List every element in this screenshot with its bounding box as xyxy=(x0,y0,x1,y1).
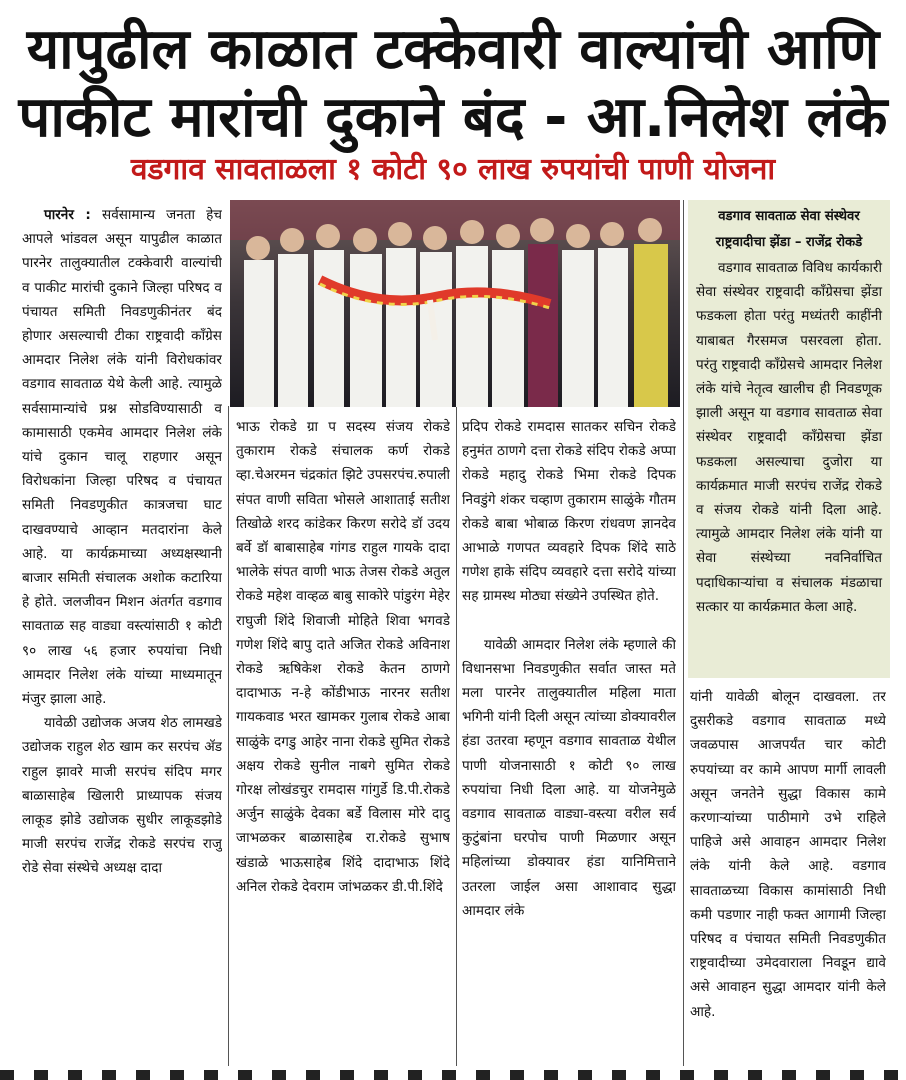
group-photo-garland-icon xyxy=(230,200,680,407)
paragraph: यांनी यावेळी बोलून दाखवला. तर दुसरीकडे वडगाव सावताळ मध्ये जवळपास आजपर्यंत चार कोटी रुपयांच्या वर कामे आपण मार्गी लावली असून जनतेने सुद्धा विकास कामे करणाऱ्यांच्या पाठीमागे उभे राहिले पाहिजे असे आवाहन आमदार निलेश लंके यांनी केले आहे. वडगाव सावताळच्या विकास कामांसाठी निधी कमी पडणार नाही फक्त आगामी जिल्हा परिषद व पंचायत समिती निवडणुकीत राष्ट्रवादीच्या उमेदवाराला निवडून द्यावे असे आवाहन सुद्धा आमदार यांनी केले आहे. xyxy=(690,689,886,1020)
headline-line-1: यापुढील काळात टक्केवारी वाल्यांची आणि xyxy=(26,17,880,82)
paragraph: यावेळी उद्योजक अजय शेठ लामखडे उद्योजक राहुल शेठ खाम कर सरपंच ॲड राहुल झावरे माजी सरपंच संदिप मगर बाळासाहेब खिलारी प्राध्यापक संजय लाकूड झोडे उद्योजक सुधीर लाकूडझोडे माजी सरपंच राजेंद्र रोकडे सरपंच राजु रोडे सेवा संस्थेचे अध्यक्ष दादा xyxy=(22,715,222,877)
article-column-3 xyxy=(462,415,676,1067)
lead-text: सर्वसामान्य जनता हेच आपले भांडवल असून यापुढील काळात पारनेर तालुक्यातील टक्केवारी वाल्यांची व पाकीट मारांची दुकाने जिल्हा परिषद व पंचायत समिती निवडणुकीनंतर बंद होणार असल्याची टीका राष्ट्रवादी काँग्रेस आमदार निलेश लंके यांनी विरोधकांवर वडगाव सावताळ येथे केली आहे. त्यामुळे सर्वसामान्यांचे प्रश्न सोडविण्यासाठी व कामासाठी एकमेव आमदार निलेश लंके यांचे दुकान चालू राहणार असून विरोधकांना जिल्हा परिषद व पंचायत समिती निवडणुकीत कात्रजचा घाट दाखवण्याचे आव्हान मतदारांना केले आहे. या कार्यक्रमाच्या अध्यक्षस्थानी बाजार समिती संचालक अशोक कटारिया हे होते. जलजीवन मिशन अंतर्गत वडगाव सावताळ सह वाड्या वस्त्यांसाठी १ कोटी ९० लाख ५६ हजार रुपयांचा निधी आमदार निलेश लंके यांच्या माध्यमातून मंजुर झाला आहे. xyxy=(22,207,222,708)
sidebar-box-title: वडगाव सावताळ सेवा संस्थेवर राष्ट्रवादीचा झेंडा – राजेंद्र रोकडे xyxy=(715,209,863,250)
subheadline: वडगाव सावताळला १ कोटी ९० लाख रुपयांची पाणी योजना xyxy=(130,152,776,187)
news-photo xyxy=(230,200,680,407)
sidebar-box-body: वडगाव सावताळ विविध कार्यकारी सेवा संस्थेवर राष्ट्रवादी काँग्रेसचा झेंडा फडकला होता परंतु मध्यंतरी काहींनी याबाबत गैरसमज पसरवला होता. परंतु राष्ट्रवादी काँग्रेसचे आमदार निलेश लंके यांचे नेतृत्व खालीच ही निवडणूक झाली असून या वडगाव सावताळ सेवा संस्थेवर राष्ट्रवादी काँग्रेसचा झेंडा फडकला असल्याचा दुजोरा या कार्यक्रमात माजी सरपंच राजेंद्र रोकडे व संजय रोकडे यांनी दिला आहे. त्यामुळे आमदार निलेश लंके यांनी या सेवा संस्थेच्या नवनिर्वाचित पदाधिकाऱ्यांचा व संचालक मंडळाचा सत्कार या कार्यक्रमात केला आहे. xyxy=(696,260,882,615)
headline-line-2: पाकीट मारांची दुकाने बंद - आ.निलेश लंके xyxy=(18,85,888,150)
column-divider xyxy=(456,406,457,1066)
article-column-4 xyxy=(690,685,886,1065)
article-column-1 xyxy=(22,203,222,1067)
paragraph: यावेळी आमदार निलेश लंके म्हणाले की विधानसभा निवडणुकीत सर्वात जास्त मते मला पारनेर तालुक्यातील महिला माता भगिनी यांनी दिली असून त्यांच्या डोक्यावरील हंडा उतरवा म्हणून वडगाव सावताळ येथील पाणी योजनासाठी १ कोटी ९० लाख रुपयांचा निधी दिला आहे. या योजनेमुळे वडगाव सावताळ वाड्या-वस्त्या वरील सर्व कुटुंबांना घरपोच पाणी मिळणार असून महिलांच्या डोक्यावर हंडा यानिमित्ताने उतरला जाईल असा आशावाद सुद्धा आमदार लंके xyxy=(462,636,676,919)
article-column-2 xyxy=(236,415,450,1067)
article-lead xyxy=(22,203,222,711)
sidebar-box xyxy=(688,200,890,678)
column-divider xyxy=(683,200,684,1066)
paragraph: प्रदिप रोकडे रामदास सातकर सचिन रोकडे हनुमंत ठाणगे दत्ता रोकडे संदिप रोकडे अप्पा रोकडे महादु रोकडे भिमा रोकडे दिपक निवडुंगे शंकर चव्हाण तुकाराम साळुंके गौतम रोकडे बाबा भोबाळ किरण रांधवण ज्ञानदेव आभाळे गणपत व्यवहारे दिपक शिंदे साठे गणेश हाके संदिप व्यवहारे दत्ता सरोदे यांच्या सह ग्रामस्थ मोठ्या संख्येने उपस्थित होते. xyxy=(462,419,676,605)
paragraph: भाऊ रोकडे ग्रा प सदस्य संजय रोकडे तुकाराम रोकडे संचालक कर्ण रोकडे व्हा.चेअरमन चंद्रकांत झिटे उपसरपंच.रुपाली संपत वाणी सविता भोसले आशाताई सतीश तिखोळे शरद कांडेकर किरण सरोदे डॉ उदय बर्वे डॉ बाबासाहेब गांगड राहुल गायके दादा भालेके संपत वाणी भाऊ तेजस रोकडे अतुल रोकडे महेश वाव्हळ बाबु साकोरे पांडुरंग मेहेर राघुजी शिंदे शिवाजी मोहिते शिवा भगवडे गणेश शिंदे बापु दाते अजित रोकडे अविनाश रोकडे ऋषिकेश रोकडे केतन ठाणगे दादाभाऊ न-हे कोंडीभाऊ नारनर सतीश गायकवाड भरत खामकर गुलाब रोकडे आबा साळुंके दगडु आहेर नाना रोकडे सुमित रोकडे अक्षय रोकडे सुनील नाबगे सुमित रोकडे गोरक्ष लोखंडचुर रामदास गांगुर्डे डि.पी.रोकडे अर्जुन साळुंके देवका बर्डे विलास मोरे दादु जाभळकर बाळासाहेब रा.रोकडे सुभाष खंडाळे भाऊसाहेब शिंदे दादाभाऊ शिंदे अनिल रोकडे देवराम जांभळकर डी.पी.शिंदे xyxy=(236,419,450,895)
dateline: पारनेर : xyxy=(44,207,91,223)
column-divider xyxy=(228,406,229,1066)
bottom-rule xyxy=(0,1070,906,1080)
